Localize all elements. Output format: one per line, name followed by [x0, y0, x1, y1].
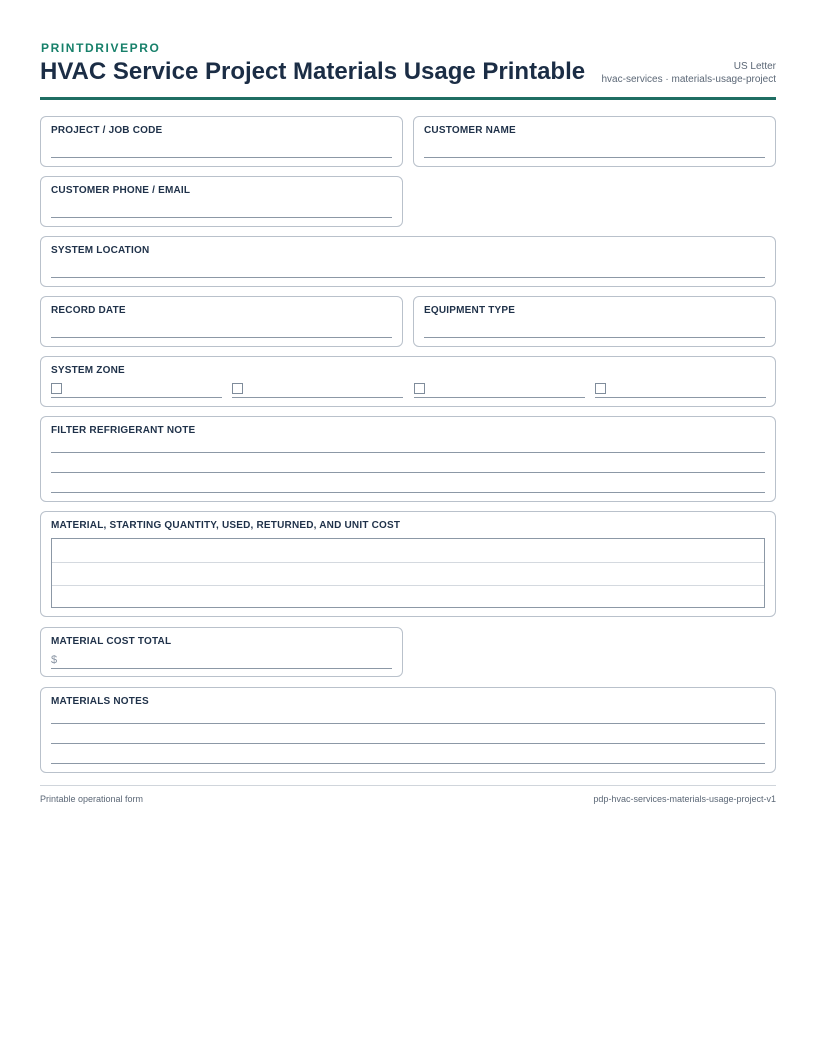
zone-option-1[interactable]: [51, 383, 222, 399]
checkbox-icon[interactable]: [595, 383, 606, 394]
system-location-field[interactable]: [40, 236, 776, 287]
materials-table-field: [40, 511, 776, 617]
zone-option-2[interactable]: [232, 383, 403, 399]
field-label: FILTER REFRIGERANT NOTE: [51, 425, 196, 436]
system-zone-field: [40, 356, 776, 407]
zone-option-3[interactable]: [414, 383, 585, 399]
document-meta: [601, 60, 776, 86]
customer-name-field[interactable]: [413, 116, 776, 167]
option-line[interactable]: [232, 397, 403, 398]
field-label: MATERIAL COST TOTAL: [51, 636, 172, 647]
equipment-type-field[interactable]: [413, 296, 776, 347]
zone-option-4[interactable]: [595, 383, 766, 399]
field-label: MATERIALS NOTES: [51, 696, 149, 707]
entry-line[interactable]: [51, 668, 392, 669]
entry-line[interactable]: [51, 217, 392, 218]
materials-table[interactable]: [51, 538, 765, 608]
checkbox-icon[interactable]: [51, 383, 62, 394]
checkbox-icon[interactable]: [414, 383, 425, 394]
field-label: MATERIAL, STARTING QUANTITY, USED, RETURNED, AND UNIT COST: [51, 520, 401, 531]
project-code-field[interactable]: [40, 116, 403, 167]
customer-contact-field[interactable]: [40, 176, 403, 227]
material-cost-total-field[interactable]: [40, 627, 403, 677]
entry-line[interactable]: [51, 452, 765, 453]
page-title: HVAC Service Project Materials Usage Printable: [40, 58, 586, 85]
field-label: EQUIPMENT TYPE: [424, 305, 516, 316]
option-line[interactable]: [414, 397, 585, 398]
field-label: PROJECT / JOB CODE: [51, 125, 163, 136]
field-label: CUSTOMER NAME: [424, 125, 516, 136]
entry-line[interactable]: [424, 337, 765, 338]
entry-line[interactable]: [51, 277, 765, 278]
breadcrumb: hvac-services · materials-usage-project: [601, 74, 776, 85]
record-date-field[interactable]: [40, 296, 403, 347]
field-label: SYSTEM ZONE: [51, 365, 125, 376]
paper-size-label: US Letter: [733, 61, 776, 72]
filter-note-field[interactable]: [40, 416, 776, 502]
brand-logo: PRINTDRIVEPRO: [41, 41, 161, 55]
checkbox-icon[interactable]: [232, 383, 243, 394]
entry-line[interactable]: [51, 472, 765, 473]
footer-form-type: Printable operational form: [40, 794, 144, 804]
entry-line[interactable]: [424, 157, 765, 158]
table-row-divider: [52, 562, 764, 563]
footer-divider: [40, 785, 776, 786]
field-label: CUSTOMER PHONE / EMAIL: [51, 185, 191, 196]
entry-line[interactable]: [51, 763, 765, 764]
entry-line[interactable]: [51, 492, 765, 493]
table-row-divider: [52, 585, 764, 586]
field-label: RECORD DATE: [51, 305, 126, 316]
currency-symbol: $: [51, 654, 58, 666]
option-line[interactable]: [51, 397, 222, 398]
option-line[interactable]: [595, 397, 766, 398]
materials-notes-field[interactable]: [40, 687, 776, 773]
entry-line[interactable]: [51, 743, 765, 744]
entry-line[interactable]: [51, 723, 765, 724]
entry-line[interactable]: [51, 157, 392, 158]
header-divider: [40, 97, 776, 100]
entry-line[interactable]: [51, 337, 392, 338]
footer-form-id: pdp-hvac-services-materials-usage-project-v1: [593, 794, 776, 804]
field-label: SYSTEM LOCATION: [51, 245, 150, 256]
